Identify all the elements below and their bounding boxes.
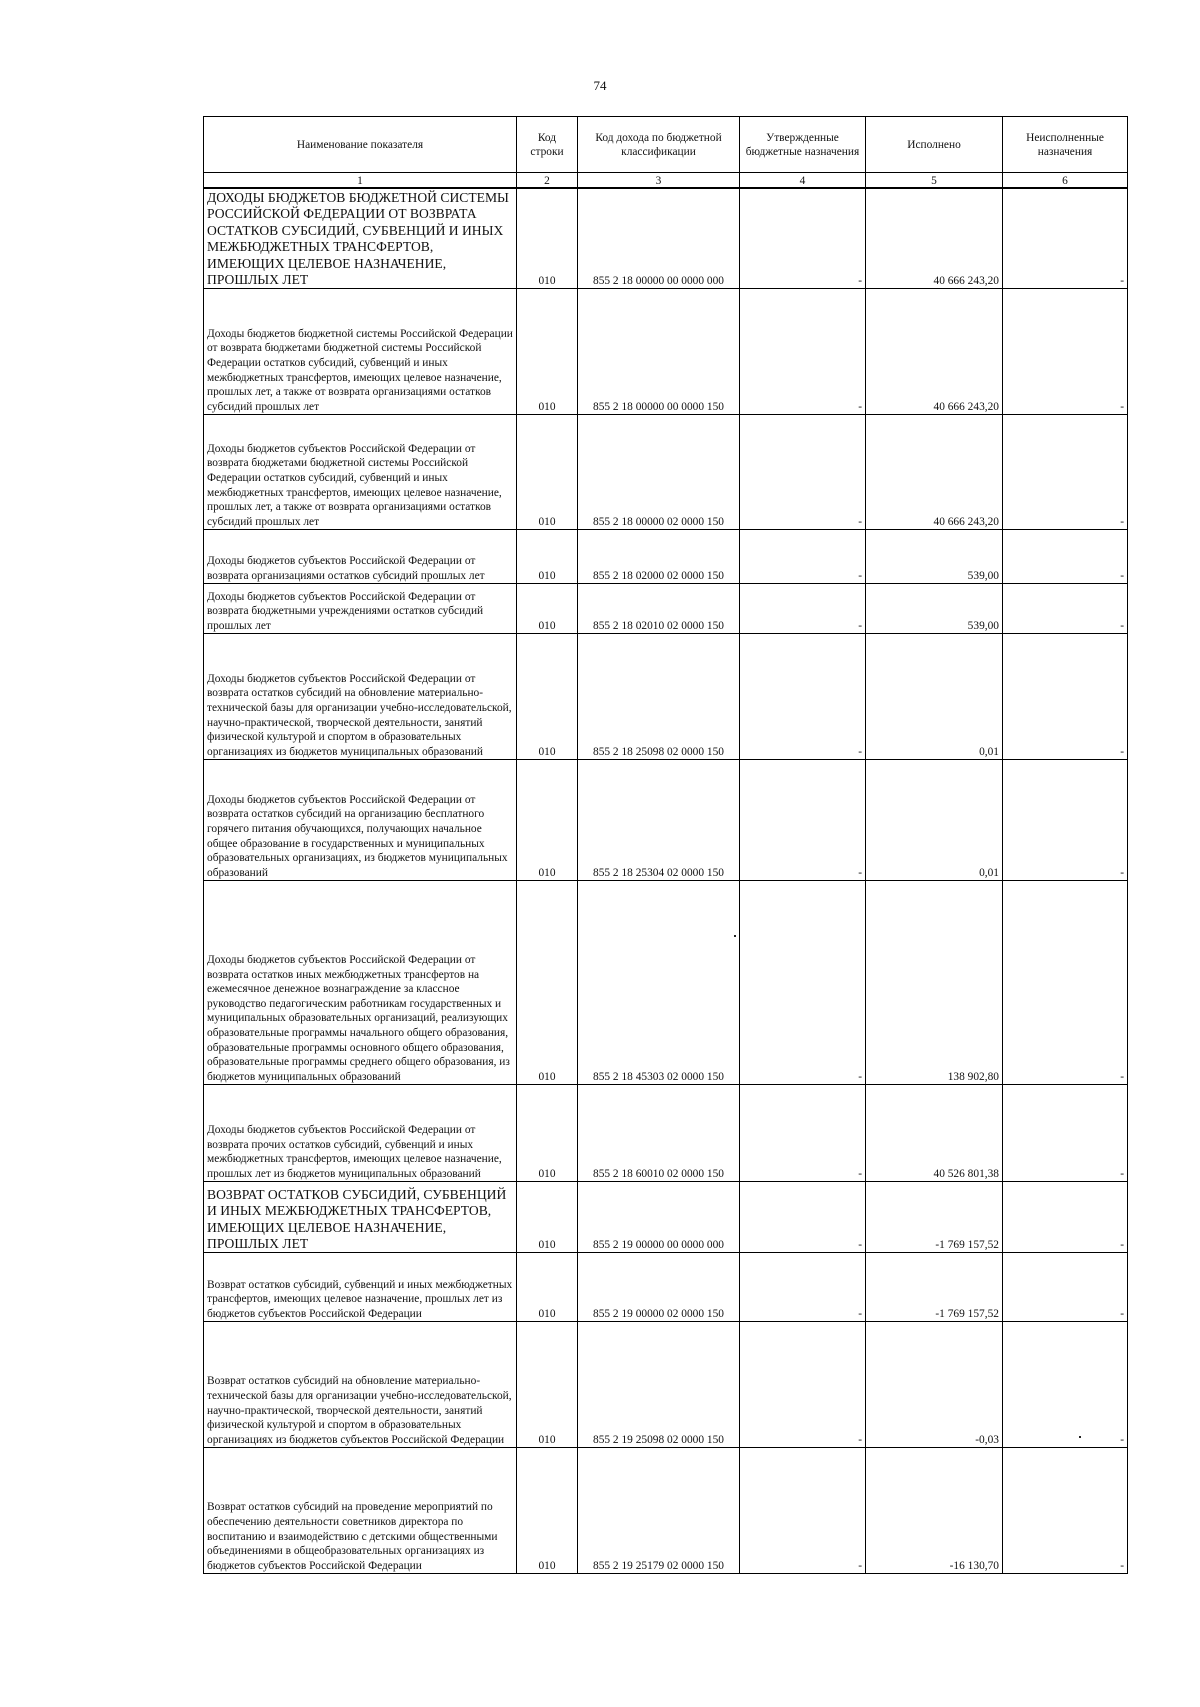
row-unexecuted: - (1003, 634, 1128, 760)
row-unexecuted: - (1003, 530, 1128, 584)
row-unexecuted: - (1003, 415, 1128, 530)
row-approved: - (740, 634, 866, 760)
row-code: 010 (517, 881, 578, 1085)
row-executed: 40 666 243,20 (866, 188, 1003, 289)
table-row (204, 415, 1128, 530)
row-executed: -16 130,70 (866, 1448, 1003, 1574)
row-executed: 539,00 (866, 530, 1003, 584)
table-row (204, 1448, 1128, 1574)
row-kbk: 855 2 19 00000 02 0000 150 (578, 1253, 740, 1322)
row-code: 010 (517, 1253, 578, 1322)
row-approved: - (740, 1182, 866, 1253)
row-approved: - (740, 584, 866, 634)
row-kbk: 855 2 18 00000 02 0000 150 (578, 415, 740, 530)
row-unexecuted: - (1003, 760, 1128, 881)
table-row (204, 1085, 1128, 1182)
row-code: 010 (517, 1322, 578, 1448)
row-approved: - (740, 530, 866, 584)
row-unexecuted: - (1003, 1182, 1128, 1253)
row-name: ВОЗВРАТ ОСТАТКОВ СУБСИДИЙ, СУБВЕНЦИЙ И ИНЫХ МЕЖБЮДЖЕТНЫХ ТРАНСФЕРТОВ, ИМЕЮЩИХ ЦЕЛЕВОЕ НАЗНАЧЕНИЕ, ПРОШЛЫХ ЛЕТ (204, 1182, 517, 1253)
row-name: Возврат остатков субсидий на проведение мероприятий по обеспечению деятельности советников директора по воспитанию и взаимодействию с детскими общественными объединениями в общеобразовательных организациях из бюджетов субъектов Российской Федерации (204, 1448, 517, 1574)
row-approved: - (740, 188, 866, 289)
row-kbk: 855 2 18 00000 00 0000 150 (578, 289, 740, 415)
row-code: 010 (517, 415, 578, 530)
row-code: 010 (517, 1448, 578, 1574)
column-number: 4 (740, 173, 866, 189)
page-number: 74 (593, 78, 607, 93)
row-code: 010 (517, 1182, 578, 1253)
scan-speck (1079, 1436, 1081, 1438)
row-name: Доходы бюджетов субъектов Российской Федерации от возврата прочих остатков субсидий, субвенций и иных межбюджетных трансфертов, имеющих целевое назначение, прошлых лет из бюджетов муниципальных образований (204, 1085, 517, 1182)
header-approved: Утвержденные бюджетные назначения (740, 117, 866, 173)
row-code: 010 (517, 289, 578, 415)
row-executed: 0,01 (866, 760, 1003, 881)
row-kbk: 855 2 18 45303 02 0000 150 (578, 881, 740, 1085)
row-approved: - (740, 881, 866, 1085)
table-row (204, 634, 1128, 760)
revenue-table (203, 116, 1128, 1574)
row-kbk: 855 2 18 25098 02 0000 150 (578, 634, 740, 760)
row-kbk: 855 2 19 25098 02 0000 150 (578, 1322, 740, 1448)
row-code: 010 (517, 584, 578, 634)
column-number: 6 (1003, 173, 1128, 189)
row-code: 010 (517, 188, 578, 289)
row-executed: 0,01 (866, 634, 1003, 760)
row-code: 010 (517, 530, 578, 584)
row-name: Доходы бюджетов субъектов Российской Федерации от возврата остатков субсидий на обновление материально-технической базы для организации учебно-исследовательской, научно-практической, творческой деятельности, занятий физической культурой и спортом в образовательных организациях из бюджетов муниципальных образований (204, 634, 517, 760)
row-name: Доходы бюджетов субъектов Российской Федерации от возврата остатков иных межбюджетных трансфертов на ежемесячное денежное вознаграждение за классное руководство педагогическим работникам государственных и муниципальных образовательных организаций, реализующих образовательные программы начального общего образования, образовательные программы основного общего образования, образовательные программы среднего общего образования, из бюджетов муниципальных образований (204, 881, 517, 1085)
row-unexecuted: - (1003, 1322, 1128, 1448)
row-executed: 40 666 243,20 (866, 289, 1003, 415)
row-name: Доходы бюджетов бюджетной системы Российской Федерации от возврата бюджетами бюджетной системы Российской Федерации остатков субсидий, субвенций и иных межбюджетных трансфертов, имеющих целевое назначение, прошлых лет, а также от возврата организациями остатков субсидий прошлых лет (204, 289, 517, 415)
row-executed: 40 666 243,20 (866, 415, 1003, 530)
row-kbk: 855 2 18 02000 02 0000 150 (578, 530, 740, 584)
row-name: Доходы бюджетов субъектов Российской Федерации от возврата организациями остатков субсидий прошлых лет (204, 530, 517, 584)
row-approved: - (740, 1448, 866, 1574)
column-number: 2 (517, 173, 578, 189)
row-approved: - (740, 415, 866, 530)
table-row (204, 1322, 1128, 1448)
header-budget-code: Код дохода по бюджетной классификации (578, 117, 740, 173)
row-unexecuted: - (1003, 188, 1128, 289)
table-row (204, 289, 1128, 415)
row-kbk: 855 2 19 00000 00 0000 000 (578, 1182, 740, 1253)
row-name: ДОХОДЫ БЮДЖЕТОВ БЮДЖЕТНОЙ СИСТЕМЫ РОССИЙСКОЙ ФЕДЕРАЦИИ ОТ ВОЗВРАТА ОСТАТКОВ СУБСИДИЙ, СУБВЕНЦИЙ И ИНЫХ МЕЖБЮДЖЕТНЫХ ТРАНСФЕРТОВ, ИМЕЮЩИХ ЦЕЛЕВОЕ НАЗНАЧЕНИЕ, ПРОШЛЫХ ЛЕТ (204, 188, 517, 289)
table-row (204, 188, 1128, 289)
row-approved: - (740, 1322, 866, 1448)
row-kbk: 855 2 18 60010 02 0000 150 (578, 1085, 740, 1182)
row-approved: - (740, 1253, 866, 1322)
row-approved: - (740, 289, 866, 415)
row-kbk: 855 2 18 02010 02 0000 150 (578, 584, 740, 634)
header-executed: Исполнено (866, 117, 1003, 173)
row-approved: - (740, 1085, 866, 1182)
row-executed: 40 526 801,38 (866, 1085, 1003, 1182)
header-row (204, 117, 1128, 173)
row-executed: -0,03 (866, 1322, 1003, 1448)
row-kbk: 855 2 19 25179 02 0000 150 (578, 1448, 740, 1574)
header-line-code: Код строки (517, 117, 578, 173)
table-row (204, 530, 1128, 584)
row-kbk: 855 2 18 00000 00 0000 000 (578, 188, 740, 289)
column-number: 1 (204, 173, 517, 189)
row-kbk: 855 2 18 25304 02 0000 150 (578, 760, 740, 881)
header-unexecuted: Неисполненные назначения (1003, 117, 1128, 173)
column-number: 5 (866, 173, 1003, 189)
row-unexecuted: - (1003, 1448, 1128, 1574)
row-executed: 539,00 (866, 584, 1003, 634)
scan-speck (734, 935, 736, 937)
table-row (204, 1182, 1128, 1253)
row-executed: 138 902,80 (866, 881, 1003, 1085)
row-approved: - (740, 760, 866, 881)
header-indicator-name: Наименование показателя (204, 117, 517, 173)
row-unexecuted: - (1003, 881, 1128, 1085)
row-name: Доходы бюджетов субъектов Российской Федерации от возврата остатков субсидий на организацию бесплатного горячего питания обучающихся, получающих начальное общее образование в государственных и муниципальных образовательных организациях, из бюджетов муниципальных образований (204, 760, 517, 881)
row-unexecuted: - (1003, 1253, 1128, 1322)
row-unexecuted: - (1003, 289, 1128, 415)
row-unexecuted: - (1003, 584, 1128, 634)
column-number: 3 (578, 173, 740, 189)
column-number-row (204, 173, 1128, 189)
row-unexecuted: - (1003, 1085, 1128, 1182)
row-code: 010 (517, 760, 578, 881)
row-executed: -1 769 157,52 (866, 1253, 1003, 1322)
table-row (204, 760, 1128, 881)
table-row (204, 1253, 1128, 1322)
row-code: 010 (517, 1085, 578, 1182)
row-executed: -1 769 157,52 (866, 1182, 1003, 1253)
table-row (204, 584, 1128, 634)
row-name: Возврат остатков субсидий на обновление материально-технической базы для организации учебно-исследовательской, научно-практической, творческой деятельности, занятий физической культурой и спортом в образовательных организациях из бюджетов субъектов Российской Федерации (204, 1322, 517, 1448)
row-code: 010 (517, 634, 578, 760)
row-name: Доходы бюджетов субъектов Российской Федерации от возврата бюджетными учреждениями остатков субсидий прошлых лет (204, 584, 517, 634)
row-name: Доходы бюджетов субъектов Российской Федерации от возврата бюджетами бюджетной системы Российской Федерации остатков субсидий, субвенций и иных межбюджетных трансфертов, имеющих целевое назначение, прошлых лет, а также от возврата организациями остатков субсидий прошлых лет (204, 415, 517, 530)
table-row (204, 881, 1128, 1085)
row-name: Возврат остатков субсидий, субвенций и иных межбюджетных трансфертов, имеющих целевое назначение, прошлых лет из бюджетов субъектов Российской Федерации (204, 1253, 517, 1322)
